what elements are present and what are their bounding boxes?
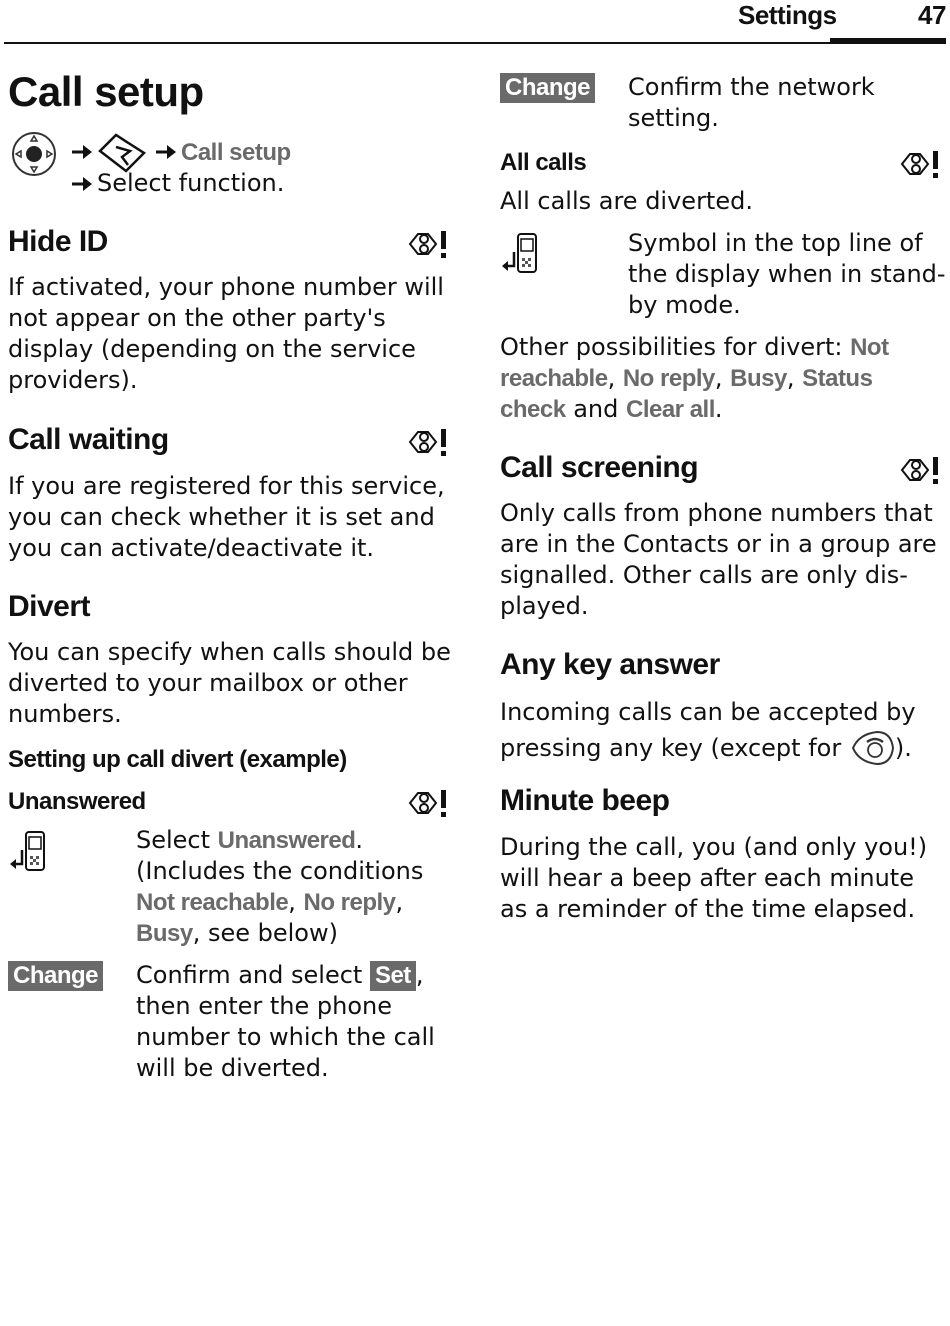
hide-id-body: If activated, your phone number will not appear on the other party's display (depending on the service providers).	[8, 273, 444, 394]
arrow-right-icon	[70, 174, 94, 194]
page-title: Call setup	[8, 68, 204, 115]
provider-dependent-icon	[406, 228, 450, 260]
hide-id-heading: Hide ID	[8, 225, 108, 258]
menu-status-check: Status check	[500, 365, 873, 423]
call-waiting-body: If you are registered for this service, you can check whether it is set and you can activate/deactivate it.	[8, 472, 445, 562]
menu-busy: Busy	[730, 365, 787, 392]
divert-body: You can specify when calls should be diverted to your mailbox or other numbers.	[8, 638, 451, 728]
step1-t4: ,	[395, 888, 404, 916]
menu-no-reply: No reply	[303, 889, 396, 916]
provider-dependent-icon	[898, 148, 942, 180]
nav-instruction: Select function.	[97, 169, 285, 197]
provider-dependent-icon	[898, 454, 942, 486]
change-softkey[interactable]: Change	[500, 73, 595, 103]
step1-t2: . (Includes the conditions	[136, 826, 424, 885]
other-t6: .	[714, 395, 723, 423]
provider-dependent-icon	[406, 426, 450, 458]
other-t3: ,	[714, 364, 731, 392]
menu-busy: Busy	[136, 920, 193, 947]
step1-t5: , see below)	[192, 919, 338, 947]
divert-symbol-icon	[8, 830, 48, 874]
menu-not-reachable: Not reachable	[136, 889, 289, 916]
call-waiting-heading: Call waiting	[8, 423, 169, 456]
minute-beep-heading: Minute beep	[500, 784, 670, 817]
header-title: Settings	[738, 0, 837, 30]
step1-t3: ,	[288, 888, 304, 916]
menu-clear-all: Clear all	[625, 396, 715, 423]
other-t4: ,	[786, 364, 803, 392]
provider-dependent-icon	[406, 787, 450, 819]
menu-no-reply: No reply	[622, 365, 715, 392]
other-t2: ,	[607, 364, 623, 392]
menu-unanswered: Unanswered	[217, 827, 356, 854]
change-softkey[interactable]: Change	[8, 961, 103, 991]
any-key-heading: Any key answer	[500, 648, 720, 681]
navigation-key-icon	[10, 131, 58, 177]
all-calls-body: All calls are diverted.	[500, 187, 753, 215]
step2-text	[136, 960, 448, 1084]
unanswered-heading: Unanswered	[8, 788, 146, 815]
header-rule	[4, 42, 946, 44]
step2-t1: Confirm and select	[136, 961, 370, 989]
divert-heading: Divert	[8, 590, 91, 623]
other-t1: Other possibilities for divert:	[500, 333, 851, 361]
any-key-text: Incoming calls can be accepted by pressing any key (except for	[500, 698, 916, 762]
other-divert-text	[500, 332, 940, 425]
call-screening-body: Only calls from phone numbers that are in the Contacts or in a group are signalled. Other calls are only dis-played.	[500, 499, 937, 620]
change-softkey-row	[8, 960, 103, 991]
arrow-right-icon	[154, 142, 178, 162]
other-t5: and	[565, 395, 626, 423]
divert-symbol-icon	[500, 232, 540, 276]
set-softkey[interactable]: Set	[370, 961, 416, 991]
symbol-text: Symbol in the top line of the display when in stand-by mode.	[628, 229, 946, 319]
change-softkey-row-2	[500, 72, 595, 103]
end-call-key-icon	[849, 728, 895, 768]
arrow-right-icon	[70, 142, 94, 162]
step3-text: Confirm the network setting.	[628, 73, 875, 132]
any-key-text-end: ).	[894, 734, 912, 762]
all-calls-heading: All calls	[500, 149, 587, 176]
step1-text	[136, 825, 446, 949]
call-screening-heading: Call screening	[500, 451, 699, 484]
any-key-body	[500, 697, 940, 768]
example-heading: Setting up call divert (example)	[8, 746, 347, 773]
minute-beep-body: During the call, you (and only you!) will hear a beep after each minute as a reminder of the time elapsed.	[500, 833, 928, 923]
nav-path-item: Call setup	[181, 139, 291, 166]
page-number: 47	[918, 0, 946, 30]
step1-t1: Select	[136, 826, 218, 854]
header-bar	[830, 38, 946, 44]
menu-not-reachable: Not reachable	[500, 334, 889, 392]
step2-t2: , then enter the phone number to which the call will be diverted.	[136, 961, 435, 1082]
